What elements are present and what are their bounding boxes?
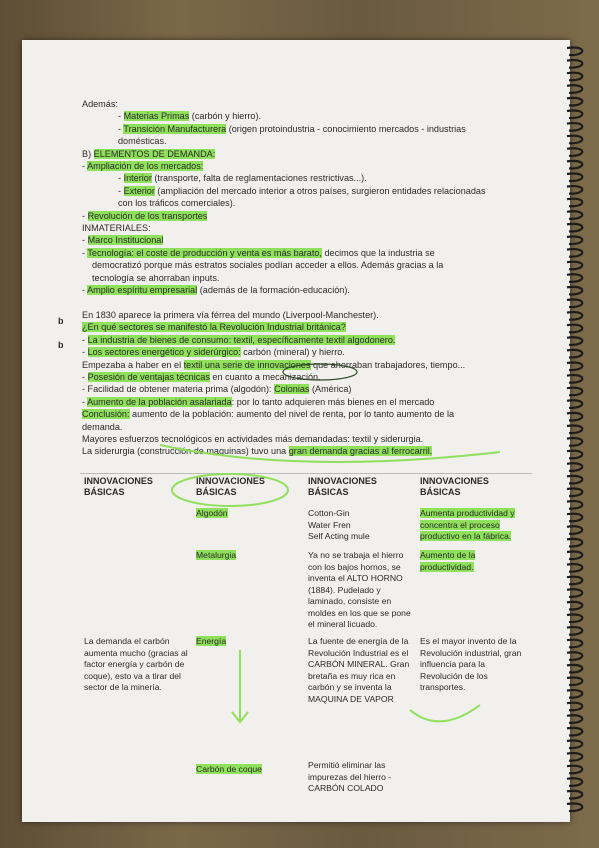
note-line: Empezaba a haber en el textil una serie de innovaciones que ahorraban trabajadores, tiempo... [82,359,466,370]
highlight: ¿En qué sectores se manifestó la Revolución Industrial británica? [82,322,346,333]
note-line: INMATERIALES: [82,223,151,234]
note-line: Conclusión: aumento de la población: aumento del nivel de renta, por lo tanto aumento de la [82,409,455,420]
highlight: Interior [123,173,152,184]
highlight: Transición Manufacturera [123,123,227,134]
highlight: Amplio espíritu empresarial [87,285,198,296]
header-col-1: INNOVACIONES BÁSICAS [84,476,153,497]
highlight: Revolución de los transportes [87,210,208,221]
cell-energia-inventions: La fuente de energía de la Revolución Industrial es el CARBÓN MINERAL. Gran bretaña es muy rica en carbón y se inventa la MAQUINA DE VAPOR [308,636,410,704]
note-line: - Revolución de los transportes [82,210,208,221]
note-line: - Los sectores energético y siderúrgico: carbón (mineral) y hierro. [82,347,345,358]
note-line: - Materias Primas (carbón y hierro). [118,111,262,122]
header-col-3: INNOVACIONES BÁSICAS [308,476,377,497]
mecanizacion-circle [283,364,357,380]
note-line: con los tráficos comerciales). [118,198,236,209]
cell-metalurgia-effect: Aumento de la productividad. [420,550,476,572]
note-line: Además: [82,99,118,109]
highlight: Conclusión: [82,409,130,420]
cell-carbon-demand: La demanda el carbón aumenta mucho (gracias al factor energía y carbón de coque), esto va a tirar del sector de la minería. [84,636,188,692]
highlight: Colonias [274,384,310,395]
note-line: demanda. [82,421,123,432]
note-line: B) ELEMENTOS DE DEMANDA: [82,148,216,159]
margin-mark-1: b [58,316,64,326]
note-line: En 1830 aparece la primera vía férrea del mundo (Liverpool-Manchester). [82,309,379,320]
curve-arrow-vapor [410,705,480,721]
cell-algodon-inventions: Cotton-Gin Water Fren Self Acting mule [308,508,370,541]
note-line: La siderurgia (construcción de maquinas) tuvo una gran demanda gracias al ferrocarril. [82,446,433,457]
highlight: Materias Primas [123,111,190,122]
header-col-2: INNOVACIONES BÁSICAS [196,476,265,497]
highlight: ELEMENTOS DE DEMANDA: [93,148,216,159]
highlight: textil una serie de innovaciones [183,359,311,370]
cell-energia: Energía [196,636,227,646]
highlight: Posesión de ventajas técnicas [87,371,210,382]
note-line: - Interior (transporte, falta de reglamentaciones restrictivas...). [118,173,367,184]
note-line: - Transición Manufacturera (origen protoindustria - conocimiento mercados - industrias [118,123,466,134]
highlight: La industria de bienes de consumo: textil, específicamente textil algodonero. [87,334,396,345]
note-line: - La industria de bienes de consumo: textil, específicamente textil algodonero. [82,334,396,345]
note-line: - Exterior (ampliación del mercado interior a otros países, surgieron entidades relacionadas [118,185,486,196]
cell-coque-effect: Permitió eliminar las impurezas del hierro - CARBÓN COLADO [308,760,392,793]
note-line: tecnología se ahorraban inputs. [92,272,220,283]
highlight: Los sectores energético y siderúrgico: [87,347,241,358]
cell-algodon-effect: Aumenta productividad y concentra el proceso productivo en la fábrica. [420,508,515,541]
note-line: - Aumento de la población asalariada: por lo tanto adquieren más bienes en el mercado [82,396,435,407]
highlight: Tecnología: el coste de producción y venta es más barato, [87,247,322,258]
note-line: - Facilidad de obtener materia prima (algodón): Colonias (América) [82,384,352,395]
cell-metalurgia: Metalurgia [196,550,237,560]
header-circle [172,474,288,506]
cell-coque: Carbón de coque [196,764,262,774]
highlight: gran demanda gracias al ferrocarril. [288,446,433,457]
cell-energia-effect: Es el mayor invento de la Revolución industrial, gran influencia para la Revolución de los transportes. [420,636,522,692]
note-line: Mayores esfuerzos tecnológicos en actividades más demandadas: textil y siderurgia. [82,433,424,444]
cell-metalurgia-inventions: Ya no se trabaja el hierro con los bajos hornos, se inventa el ALTO HORNO (1884). Pudelado y laminado, consiste en moldes en los que se pone el mineral licuado. [308,550,411,629]
note-line: - Tecnología: el coste de producción y venta es más barato, decimos que la industria se [82,247,435,258]
note-line: - Ampliación de los mercados: [82,161,204,172]
highlight: Exterior [123,185,155,196]
note-line: democratizó porque más estratos sociales podían acceder a ellos. Además gracias a la [92,260,444,271]
cell-algodon: Algodón [196,508,228,518]
highlight: Marco Institucional [87,235,164,246]
curved-arrow-ferrocarril [160,445,500,462]
note-line: - Posesión de ventajas técnicas en cuanto a mecanización. [82,371,321,382]
note-line: domésticas. [118,136,167,147]
margin-mark-2: b [58,340,64,350]
highlight: Aumento de la población asalariada [87,396,232,407]
note-line: - Amplio espíritu empresarial (además de la formación-educación). [82,285,350,296]
highlight: Ampliación de los mercados: [87,161,204,172]
note-line: - Marco Institucional [82,235,164,246]
header-col-4: INNOVACIONES BÁSICAS [420,476,489,497]
